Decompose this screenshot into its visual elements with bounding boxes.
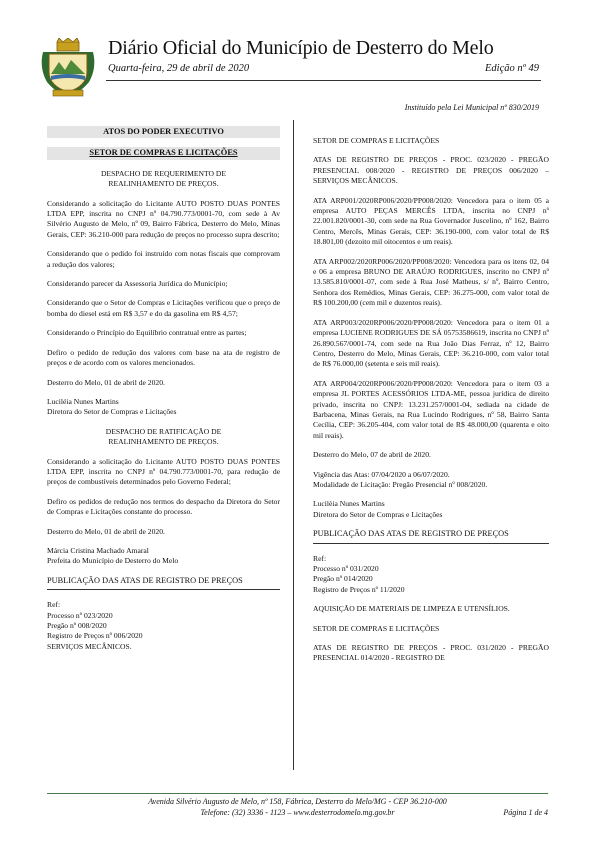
section-heading-purchasing: SETOR DE COMPRAS E LICITAÇÕES bbox=[47, 147, 280, 159]
paragraph: Defiro os pedidos de redução nos termos do despacho da Diretora do Setor de Compras e Licitações constante do processo. bbox=[47, 496, 280, 517]
left-column bbox=[47, 126, 280, 652]
paragraph: ATA ARP002/2020RP006/2020/PP008/2020: Vencedora para os itens 02, 04 e 06 a empresa BRUNO DE ARAÚJO RODRIGUES, inscrito no CNPJ nº 13.585.810/0001-07, com sede à Rua José Matheus, s/ nº, Bairro Centro, Senhora dos Remédios, Minas Gerais, CEP: 36.275-000, com valor total de R$ 100.200,00 (cem mil e duzentos reais). bbox=[313, 256, 549, 308]
paragraph: Considerando que o Setor de Compras e Licitações verificou que o preço de bomba do diesel está em R$ 3,57 e do da gasolina em R$ 4,57; bbox=[47, 298, 280, 318]
issue-date: Quarta-feira, 29 de abril de 2020 bbox=[108, 63, 250, 74]
modality-line: Modalidade de Licitação: Pregão Presencial nº 008/2020. bbox=[313, 479, 488, 489]
right-column bbox=[313, 126, 549, 673]
edition-number: Edição nº 49 bbox=[485, 63, 539, 74]
paragraph: Considerando a solicitação do Licitante AUTO POSTO DUAS PONTES LTDA EPP, inscrita no CNPJ nº 04.790.773/0001-70, para redução de preços de combustíveis determinados pelo Governo Federal; bbox=[47, 456, 280, 487]
paragraph: Considerando que o pedido foi instruído com notas fiscais que comprovam a redução dos valores; bbox=[47, 249, 280, 269]
paragraph: ATA ARP004/2020RP006/2020/PP008/2020: Vencedora para o item 03 a empresa JL PORTES ACESSÓRIOS LTDA-ME, pessoa jurídica de direito privado, inscrita no CNPJ: 13.231.257/0001-04, sediada na cidade de Barbacena, Minas Gerais, na Rua Lucindo Rodrigues, nº 58, Bairro Santa Cecília, CEP: 36.205-404, com valor total de R$ 48.000,00 (quarenta e oito mil reais). bbox=[313, 378, 549, 440]
newspaper-title: Diário Oficial do Município de Desterro do Melo bbox=[108, 37, 494, 59]
ref-line: Registro de Preços nº 11/2020 bbox=[313, 584, 405, 594]
header-rule bbox=[106, 80, 541, 81]
paragraph: Considerando o Princípio do Equilíbrio contratual entre as partes; bbox=[47, 328, 247, 338]
paragraph: ATAS DE REGISTRO DE PREÇOS - PROC. 031/2020 - PREGÃO PRESENCIAL 014/2020 - REGISTRO DE bbox=[313, 643, 549, 663]
section-heading: SETOR DE COMPRAS E LICITAÇÕES bbox=[313, 623, 440, 633]
paragraph: Desterro do Melo, 01 de abril de 2020. bbox=[47, 377, 165, 387]
signature-name: Márcia Cristina Machado Amaral bbox=[47, 545, 149, 555]
ref-line: Processo nº 023/2020 bbox=[47, 610, 113, 620]
signature-role: Diretora do Setor de Compras e Licitações bbox=[313, 509, 443, 519]
object-line: AQUISIÇÃO DE MATERIAIS DE LIMPEZA E UTENSÍLIOS. bbox=[313, 604, 510, 614]
paragraph: ATA ARP001/2020RP006/2020/PP008/2020: Vencedora para o item 05 a empresa AUTO PEÇAS MERCÊS LTDA, inscrita no CNPJ nº 22.001.820/0001-30, com sede na Rua Governador Juscelino, nº 162, Bairro Centro, Mercês, Minas Gerais, CEP: 36.190-000, com valor total de R$ 18.801,00 (dezoito mil oitocentos e um reais). bbox=[313, 195, 549, 247]
paragraph: ATAS DE REGISTRO DE PREÇOS - PROC. 023/2020 - PREGÃO PRESENCIAL 008/2020 - REGISTRO DE PREÇOS 006/2020 – SERVIÇOS MECÂNICOS. bbox=[313, 155, 549, 186]
publication-title: PUBLICAÇÃO DAS ATAS DE REGISTRO DE PREÇOS bbox=[47, 576, 280, 590]
section-heading-executive: ATOS DO PODER EXECUTIVO bbox=[47, 126, 280, 138]
paragraph: Defiro o pedido de redução dos valores com base na ata de registro de preços e de acordo com os valores mencionados. bbox=[47, 347, 280, 368]
ref-line: Ref: bbox=[47, 600, 61, 610]
footer-contact: Telefone: (32) 3336 - 1123 – www.desterrodomelo.mg.gov.br bbox=[200, 808, 395, 817]
footer-rule bbox=[47, 793, 548, 794]
coat-of-arms-icon bbox=[37, 38, 99, 98]
despacho-title: DESPACHO DE REQUERIMENTO DE REALINHAMENTO DE PREÇOS. bbox=[100, 168, 227, 189]
paragraph: Considerando parecer da Assessoria Jurídica do Município; bbox=[47, 279, 228, 289]
signature-name: Lucilèia Nunes Martins bbox=[313, 499, 385, 509]
paragraph: ATA ARP003/2020RP006/2020/PP008/2020: Vencedora para o item 01 a empresa LUCIENE RODRIGUES DE SÁ 05753586619, inscrita no CNPJ nº 26.890.567/0001-74, com sede na Rua João Dias Ferraz, nº 12, Bairro Centro, Desterro do Melo, Minas Gerais, CEP: 36.210-000, com valor total de R$ 76.000,00 (setenta e seis mil reais). bbox=[313, 317, 549, 369]
ref-line: Registro de Preços nº 006/2020 bbox=[47, 631, 143, 641]
signature-role: Prefeita do Município de Desterro do Melo bbox=[47, 556, 179, 566]
instituted-note: Instituído pela Lei Municipal nº 830/2019 bbox=[404, 103, 539, 112]
ref-line: Pregão nº 014/2020 bbox=[313, 574, 373, 584]
paragraph: Considerando a solicitação do Licitante AUTO POSTO DUAS PONTES LTDA EPP, inscrita no CNPJ nº 04.790.773/0001-70, com sede à Av Silvério Augusto de Melo, nº 09, Bairro Fábrica, Desterro do Melo, Minas Gerais, CEP: 36.210-000 para redução de preços no processo supra descrito; bbox=[47, 198, 280, 239]
ref-line: SERVIÇOS MECÂNICOS. bbox=[47, 641, 132, 651]
signature-name: Luciléia Nunes Martins bbox=[47, 396, 119, 406]
paragraph: Desterro do Melo, 01 de abril de 2020. bbox=[47, 526, 165, 536]
signature-role: Diretora do Setor de Compras e Licitações bbox=[47, 407, 177, 417]
ref-line: Processo nº 031/2020 bbox=[313, 564, 379, 573]
footer-address: Avenida Silvério Augusto de Melo, nº 158, Fábrica, Desterro do Melo/MG - CEP 36.210-000 bbox=[148, 797, 447, 806]
validity-line: Vigência das Atas: 07/04/2020 a 06/07/2020. bbox=[313, 469, 450, 479]
despacho-title: DESPACHO DE RATIFICAÇÃO DE REALINHAMENTO DE PREÇOS. bbox=[105, 426, 222, 447]
section-heading: SETOR DE COMPRAS E LICITAÇÕES bbox=[313, 136, 440, 145]
ref-line: Pregão nº 008/2020 bbox=[47, 621, 107, 630]
ref-line: Ref: bbox=[313, 553, 327, 563]
publication-title: PUBLICAÇÃO DAS ATAS DE REGISTRO DE PREÇOS bbox=[313, 529, 549, 543]
page-number: Página 1 de 4 bbox=[503, 808, 548, 817]
paragraph: Desterro do Melo, 07 de abril de 2020. bbox=[313, 450, 431, 460]
column-divider bbox=[293, 120, 294, 770]
